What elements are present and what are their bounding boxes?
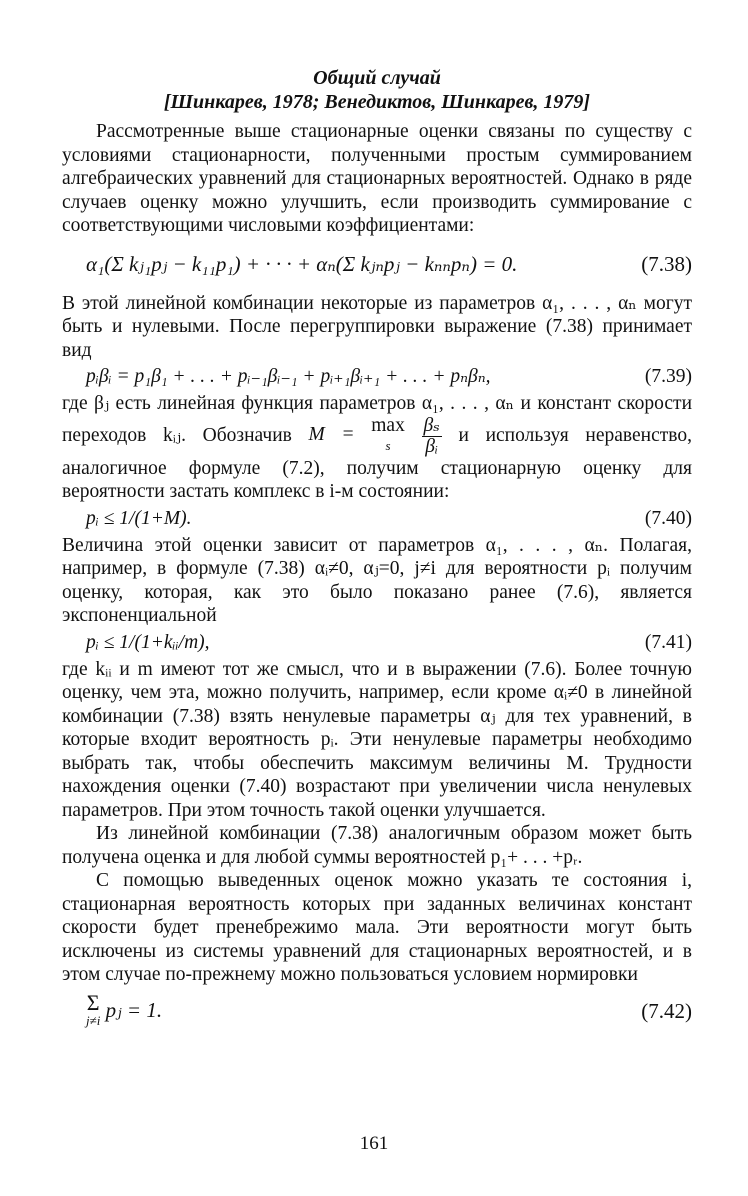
equation-7-42-sigma: Σ	[86, 989, 100, 1015]
paragraph-5: где kᵢᵢ и m имеют тот же смысл, что и в выражении (7.6). Более точную оценку, чем эта, можно получить, например, если кроме αᵢ≠0 в линейной комбинации (7.38) взять ненулевые параметры αⱼ для тех уравнений, в которые входит вероятность pᵢ. Эти ненулевые параметры необходимо выбрать так, чтобы обеспечить максимум величины M. Трудности нахождения оценки (7.40) возрастают при увеличении числа ненулевых параметров. При этом точность такой оценки улучшается.	[62, 658, 692, 821]
inline-formula-m-lhs: M =	[308, 424, 355, 446]
equation-7-38-number: (7.38)	[641, 251, 692, 276]
paragraph-3-part-b: и используя неравенство, аналогичное формуле (7.2), получим стационарную оценку для вероятности застать комплекс в i-м состоянии:	[62, 424, 692, 502]
paragraph-3	[62, 392, 692, 504]
equation-7-38-formula	[62, 253, 517, 277]
inline-formula-numerator: βₛ	[423, 414, 440, 436]
paragraph-1: Рассмотренные выше стационарные оценки связаны по существу с условиями стационарности, полученными простым суммированием алгебраических уравнений для стационарных вероятностей. Однако в ряде случаев оценку можно улучшить, если производить суммирование с соответствующими числовыми коэффициентами:	[62, 121, 692, 236]
equation-7-41	[62, 628, 692, 658]
page-number: 161	[359, 1133, 389, 1154]
text-column	[62, 66, 692, 1037]
equation-7-39-formula: pᵢβᵢ = p₁β₁ + . . . + pᵢ₋₁βᵢ₋₁ + pᵢ₊₁βᵢ₊₁ + . . . + pₙβₙ,	[86, 366, 491, 388]
equation-7-38	[62, 238, 692, 292]
equation-7-42-text: pⱼ = 1.	[105, 997, 163, 1022]
paragraph-3-part-a: где βⱼ есть линейная функция параметров α₁, . . . , αₙ и констант скорости переходов kᵢⱼ. Обозначив	[62, 393, 692, 446]
equation-7-41-formula: pᵢ ≤ 1/(1+kᵢᵢ/m),	[86, 631, 210, 653]
equation-7-40-number: (7.40)	[644, 507, 692, 529]
equation-7-40-formula: pᵢ ≤ 1/(1+M).	[86, 507, 192, 529]
paragraph-4: Величина этой оценки зависит от параметров α₁, . . . , αₙ. Полагая, например, в формуле (7.38) αᵢ≠0, αⱼ=0, j≠i для вероятности pᵢ получим оценку, которая, как это было показано ранее (7.6), является экспоненциальной	[62, 534, 692, 626]
inline-formula-m	[308, 414, 459, 457]
inline-formula-max-sub: s	[385, 438, 391, 453]
equation-7-42-formula	[62, 989, 163, 1030]
section-title: Общий случай	[313, 67, 441, 89]
paragraph-6: Из линейной комбинации (7.38) аналогичным образом может быть получена оценка и для любой суммы вероятностей p₁+ . . . +pᵣ.	[62, 823, 692, 868]
equation-7-42-sum	[86, 989, 101, 1030]
equation-7-42	[62, 987, 692, 1037]
paragraph-7: С помощью выведенных оценок можно указать те состояния i, стационарная вероятность которых при заданных величинах констант скорости будет пренебрежимо мала. Эти вероятности могут быть исключены из системы уравнений для стационарных вероятностей, и в этом случае по-прежнему можно пользоваться условием нормировки	[62, 870, 692, 985]
inline-formula-max-text: max	[371, 415, 405, 436]
paragraph-2: В этой линейной комбинации некоторые из параметров α₁, . . . , αₙ могут быть и нулевыми. После перегруппировки выражение (7.38) принимает вид	[62, 292, 692, 361]
inline-formula-max	[371, 416, 405, 456]
equation-7-38-text: α₁(Σ kⱼ₁pⱼ − k₁₁p₁) + · · · + αₙ(Σ kⱼₙpⱼ − kₙₙpₙ) = 0.	[86, 251, 518, 276]
equation-7-40	[62, 504, 692, 534]
equation-7-42-sub: j≠i	[86, 1012, 101, 1028]
inline-formula-fraction	[422, 416, 442, 457]
equation-7-42-number: (7.42)	[641, 998, 692, 1023]
inline-formula-denominator: βᵢ	[425, 435, 439, 457]
section-references: [Шинкарев, 1978; Венедиктов, Шинкарев, 1979]	[163, 91, 591, 113]
equation-7-41-number: (7.41)	[644, 631, 692, 653]
equation-7-39-number: (7.39)	[644, 366, 692, 388]
equation-7-39	[62, 362, 692, 392]
